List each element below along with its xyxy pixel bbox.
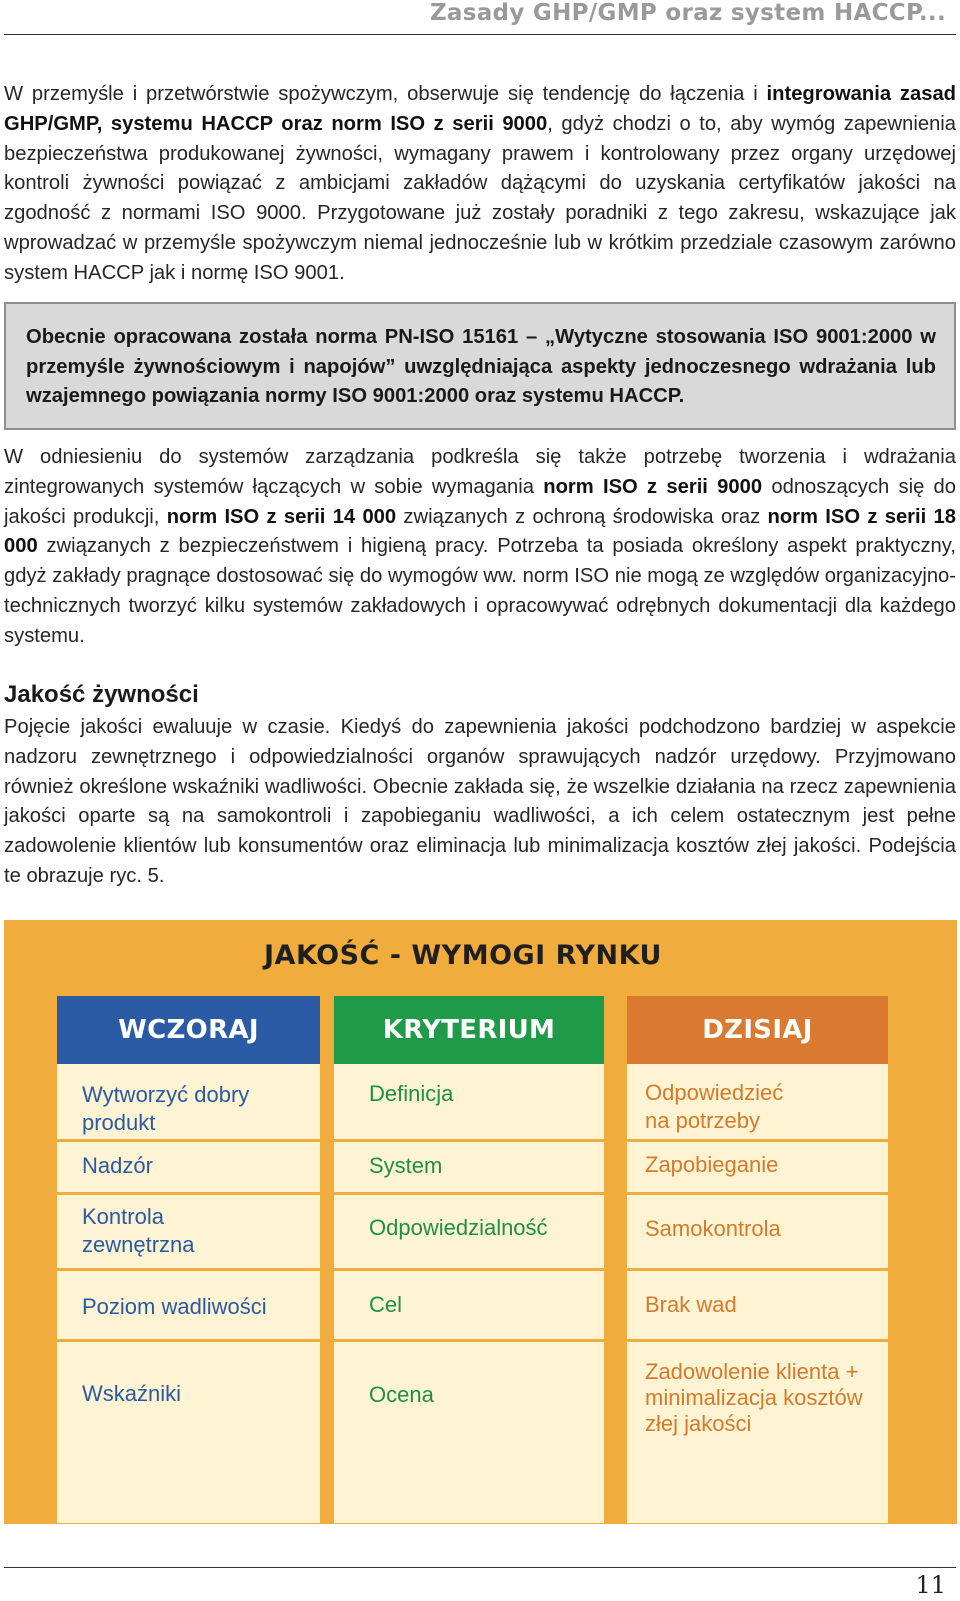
row-divider (627, 1139, 888, 1142)
text-run: , gdyż chodzi o to, aby wymóg zapewnienia bezpieczeństwa produkowanej żywności, wymagany prawem i kontrolowany przez organy urzędowej kontroli żywności powiązać z ambicjami zakładów dążącymi do uzyskania certyfikatów jakości na zgodność z normami ISO 9000. Przygotowane już zostały poradniki z tego zakresu, wskazujące jak wprowadzać w przemyśle spożywczym niemal jednocześnie lub w krótkim przedziale czasowym zarówno system HACCP jak i normę ISO 9001. (4, 112, 957, 284)
cell-wczoraj: Poziom wadliwości (82, 1294, 267, 1319)
cell-wczoraj: Kontrola zewnętrzna (82, 1204, 195, 1257)
callout-box (4, 302, 956, 430)
row-divider (334, 1268, 604, 1271)
text-run: związanych z ochroną środowiska oraz (396, 505, 768, 528)
systems-paragraph (4, 443, 956, 652)
row-divider (334, 1139, 604, 1142)
row-divider (627, 1268, 888, 1271)
cell-dzisiaj: Brak wad (645, 1292, 737, 1317)
cell-dzisiaj: Zadowolenie klienta + minimalizacja kosztów złej jakości (645, 1359, 863, 1436)
cell-kryterium: Definicja (369, 1081, 454, 1106)
intro-paragraph (4, 80, 956, 289)
column-header-wczoraj: WCZORAJ (57, 996, 320, 1064)
quality-figure (4, 920, 957, 1524)
column-header-dzisiaj: DZISIAJ (627, 996, 888, 1064)
footer-rule (4, 1567, 956, 1568)
bold-run: integrowania zasad GHP/GMP, systemu HACCP oraz norm ISO z serii 9000 (4, 83, 956, 135)
row-divider (57, 1139, 320, 1142)
header-rule (4, 34, 956, 35)
column-dzisiaj (627, 996, 888, 1523)
cell-kryterium: System (369, 1153, 443, 1178)
bold-run: norm ISO z serii 14 000 (166, 505, 397, 528)
cell-wczoraj: Wskaźniki (82, 1381, 182, 1406)
page-number: 11 (915, 1571, 946, 1599)
row-divider (627, 1339, 888, 1342)
row-divider (334, 1192, 604, 1195)
cell-dzisiaj: Samokontrola (645, 1216, 781, 1241)
text-run: W odniesieniu do systemów zarządzania podkreśla się także potrzebę tworzenia i wdrażania zintegrowanych systemów łączących w sobie wymagania (4, 446, 956, 498)
callout-text: Obecnie opracowana została norma PN-ISO 15161 – „Wytyczne stosowania ISO 9001:2000 w przemyśle żywnościowym i napojów” uwzględniająca aspekty jednoczesnego wdrażania lub wzajemnego powiązania normy ISO 9001:2000 oraz systemu HACCP. (26, 326, 936, 408)
bold-run: norm ISO z serii 18 000 (4, 505, 956, 558)
cell-kryterium: Odpowiedzialność (369, 1215, 548, 1240)
cell-wczoraj: Nadzór (82, 1153, 153, 1178)
section-heading: Jakość żywności (4, 681, 199, 708)
row-divider (334, 1339, 604, 1342)
row-divider (627, 1192, 888, 1195)
row-divider (57, 1192, 320, 1195)
bold-run: norm ISO z serii 9000 (543, 475, 763, 498)
row-divider (57, 1339, 320, 1342)
cell-kryterium: Cel (369, 1292, 403, 1317)
cell-dzisiaj: Odpowiedzieć na potrzeby (645, 1080, 784, 1133)
running-header-text: Zasady GHP/GMP oraz system HACCP... (429, 0, 946, 26)
quality-paragraph: Pojęcie jakości ewaluuje w czasie. Kiedyś do zapewnienia jakości podchodzono bardziej w aspekcie nadzoru zewnętrznego i odpowiedzialności organów sprawujących nadzór urzędowy. Przyjmowano również określone wskaźniki wadliwości. Obecnie zakłada się, że wszelkie działania na rzecz zapewnienia jakości oparte są na samokontroli i zapobieganiu wadliwości, a ich celem ostatecznym jest pełne zadowolenie klientów lub konsumentów oraz eliminacja lub minimalizacja kosztów złej jakości. Podejścia te obrazuje ryc. 5. (4, 716, 956, 887)
cell-dzisiaj: Zapobieganie (645, 1152, 779, 1177)
text-run: związanych z bezpieczeństwem i higieną pracy. Potrzeba ta posiada określony aspekt praktyczny, gdyż zakłady pragnące dostosować się do wymogów ww. norm ISO nie mogą ze względów organizacyjno-technicznych tworzyć kilku systemów zakładowych i opracowywać odrębnych dokumentacji dla każdego systemu. (4, 535, 956, 647)
text-run: W przemyśle i przetwórstwie spożywczym, obserwuje się tendencję do łączenia i (4, 83, 767, 105)
figure-title-text: JAKOŚĆ - WYMOGI RYNKU (264, 940, 662, 971)
row-divider (57, 1268, 320, 1271)
column-kryterium (334, 996, 604, 1523)
column-header-kryterium: KRYTERIUM (334, 996, 604, 1064)
cell-kryterium: Ocena (369, 1382, 434, 1407)
text-run: odnoszących się do jakości produkcji, (4, 475, 957, 528)
cell-wczoraj: Wytworzyć dobry produkt (82, 1082, 250, 1135)
column-wczoraj (57, 996, 320, 1523)
running-header (430, 0, 946, 26)
